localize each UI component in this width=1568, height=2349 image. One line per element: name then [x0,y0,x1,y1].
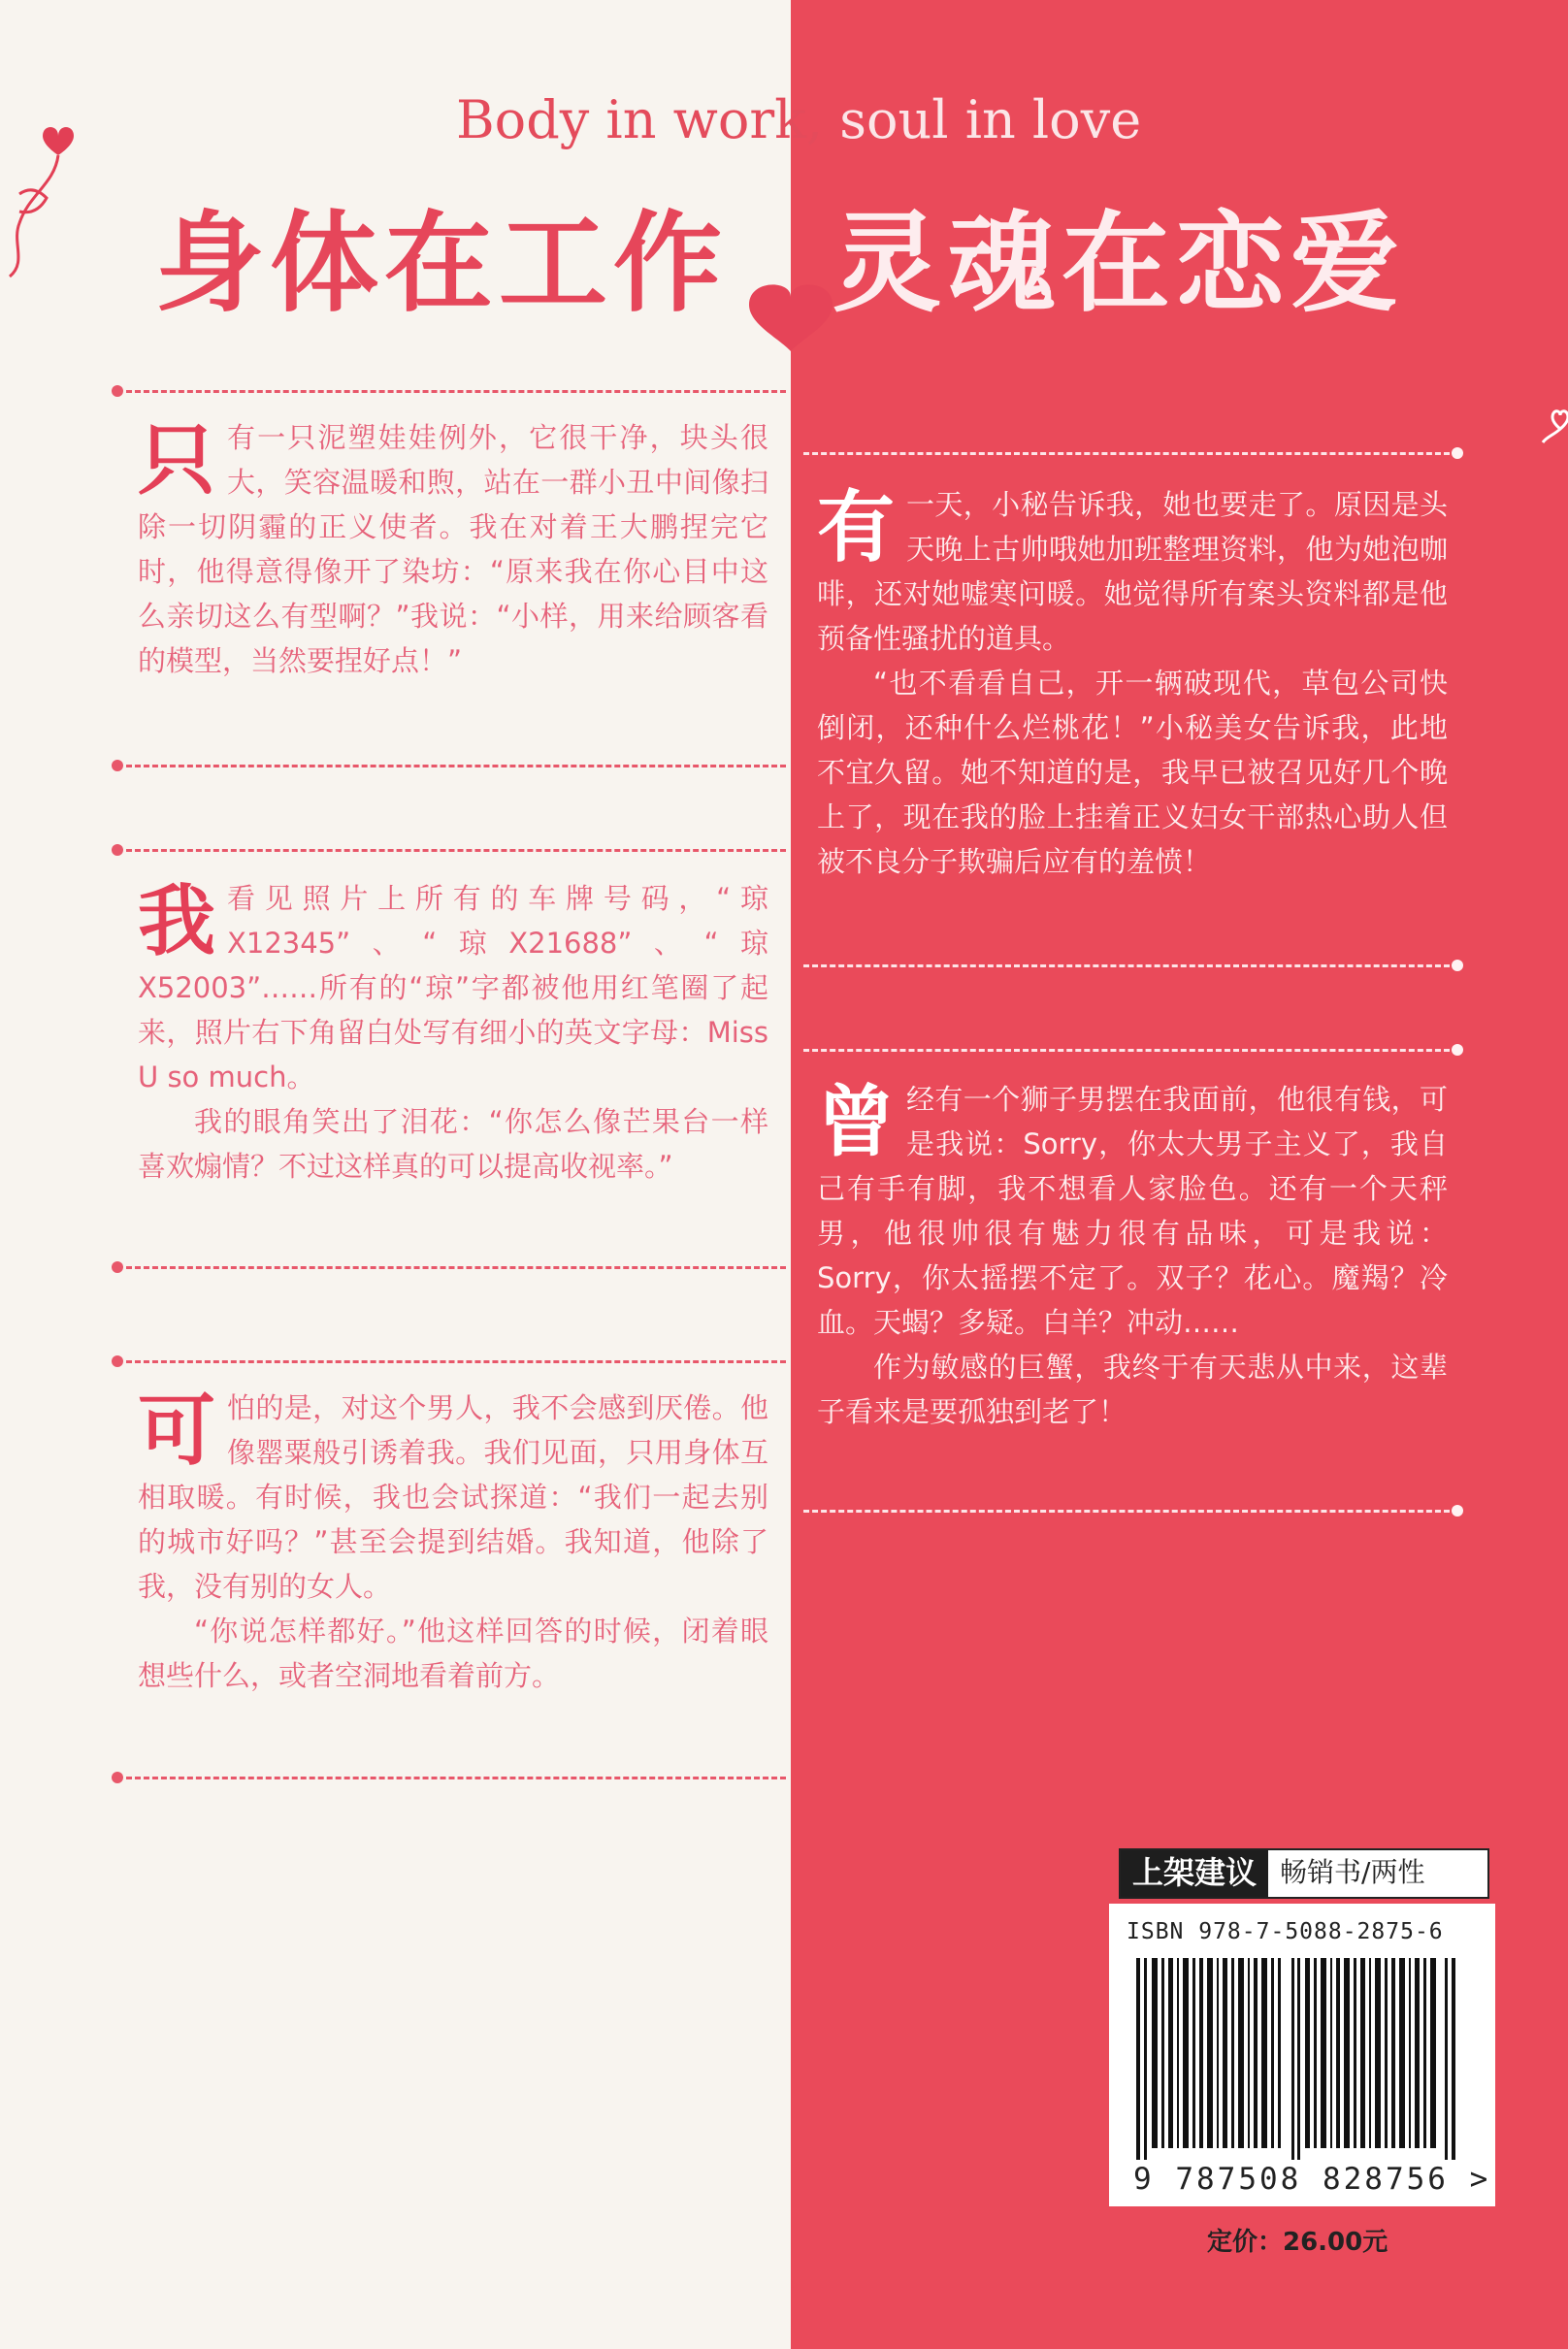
title-left: 身体在工作 [155,201,728,327]
divider-dot [1452,447,1463,459]
subtitle-left: Body in work, [456,89,824,150]
drop-cap: 只 [138,415,215,506]
divider [803,964,1450,967]
divider [126,1266,786,1269]
subtitle [456,89,1141,150]
excerpt-block [817,482,1448,884]
drop-cap: 我 [138,876,215,966]
divider-dot [1452,1044,1463,1056]
divider-dot [112,385,123,397]
drop-cap: 可 [138,1386,215,1476]
drop-cap: 有 [817,482,895,572]
divider [803,452,1450,455]
shelf-label: 上架建议 [1121,1850,1268,1897]
barcode-panel [1109,1904,1495,2206]
divider-dot [112,760,123,771]
shelf-suggestion [1119,1848,1489,1899]
heart-icon [745,279,836,351]
small-heart-icon [1541,409,1568,444]
excerpt-paragraph: 作为敏感的巨蟹，我终于有天悲从中来，这辈子看来是要孤独到老了！ [817,1351,1448,1428]
divider-dot [1452,960,1463,971]
excerpt-block [817,1077,1448,1434]
excerpt-paragraph: 经有一个狮子男摆在我面前，他很有钱，可是我说：Sorry，你太大男子主义了，我自己有手有脚，我不想看人家脸色。还有一个天秤男，他很帅很有魅力很有品味，可是我说：Sorry，你太摇摆不定了。双子？花心。魔羯？冷血。天蝎？多疑。白羊？冲动…… [817,1083,1448,1339]
price: 定价：26.00元 [1207,2228,1388,2257]
excerpt-block [138,1386,768,1698]
divider-dot [1452,1505,1463,1517]
shelf-value: 畅销书/两性 [1280,1856,1425,1888]
divider [803,1510,1450,1513]
subtitle-right: soul in love [839,89,1142,150]
divider [126,765,786,767]
divider [126,1360,786,1363]
divider [803,1049,1450,1052]
excerpt-paragraph: “你说怎样都好。”他这样回答的时候，闭着眼想些什么，或者空洞地看着前方。 [138,1615,768,1692]
divider-dot [112,1772,123,1783]
excerpt-paragraph: 一天，小秘告诉我，她也要走了。原因是头天晚上古帅哦她加班整理资料，他为她泡咖啡，还对她嘘寒问暖。她觉得所有案头资料都是他预备性骚扰的道具。 [817,488,1448,655]
excerpt-block [138,876,768,1189]
excerpt-paragraph: 看见照片上所有的车牌号码，“琼X12345”、“琼X21688”、“琼X52003”……所有的“琼”字都被他用红笔圈了起来，照片右下角留白处写有细小的英文字母：Miss U so much。 [138,882,768,1093]
heart-balloon-icon [0,116,87,281]
excerpt-paragraph: 我的眼角笑出了泪花：“你怎么像芒果台一样喜欢煽情？不过这样真的可以提高收视率。” [138,1105,768,1183]
barcode-icon [1136,1958,1466,2160]
barcode-digits: 9 787508 828756 > [1133,2162,1491,2197]
divider-dot [112,1261,123,1273]
divider-dot [112,844,123,856]
excerpt-paragraph: 有一只泥塑娃娃例外，它很干净，块头很大，笑容温暖和煦，站在一群小丑中间像扫除一切阴霾的正义使者。我在对着王大鹏捏完它时，他得意得像开了染坊：“原来我在你心目中这么亲切这么有型啊？”我说：“小样，用来给顾客看的模型，当然要捏好点！” [138,421,768,677]
excerpt-paragraph: 怕的是，对这个男人，我不会感到厌倦。他像罂粟般引诱着我。我们见面，只用身体互相取暖。有时候，我也会试探道：“我们一起去别的城市好吗？”甚至会提到结婚。我知道，他除了我，没有别的女人。 [138,1391,768,1603]
divider [126,849,786,852]
isbn: ISBN 978-7-5088-2875-6 [1127,1919,1444,1944]
title-right: 灵魂在恋爱 [833,201,1405,327]
excerpt-paragraph: “也不看看自己，开一辆破现代，草包公司快倒闭，还种什么烂桃花！”小秘美女告诉我，此地不宜久留。她不知道的是，我早已被召见好几个晚上了，现在我的脸上挂着正义妇女干部热心助人但被不良分子欺骗后应有的羞愤！ [817,667,1448,878]
divider-dot [112,1355,123,1367]
excerpt-block [138,415,768,683]
divider [126,1777,786,1779]
drop-cap: 曾 [817,1077,895,1167]
divider [126,390,786,393]
